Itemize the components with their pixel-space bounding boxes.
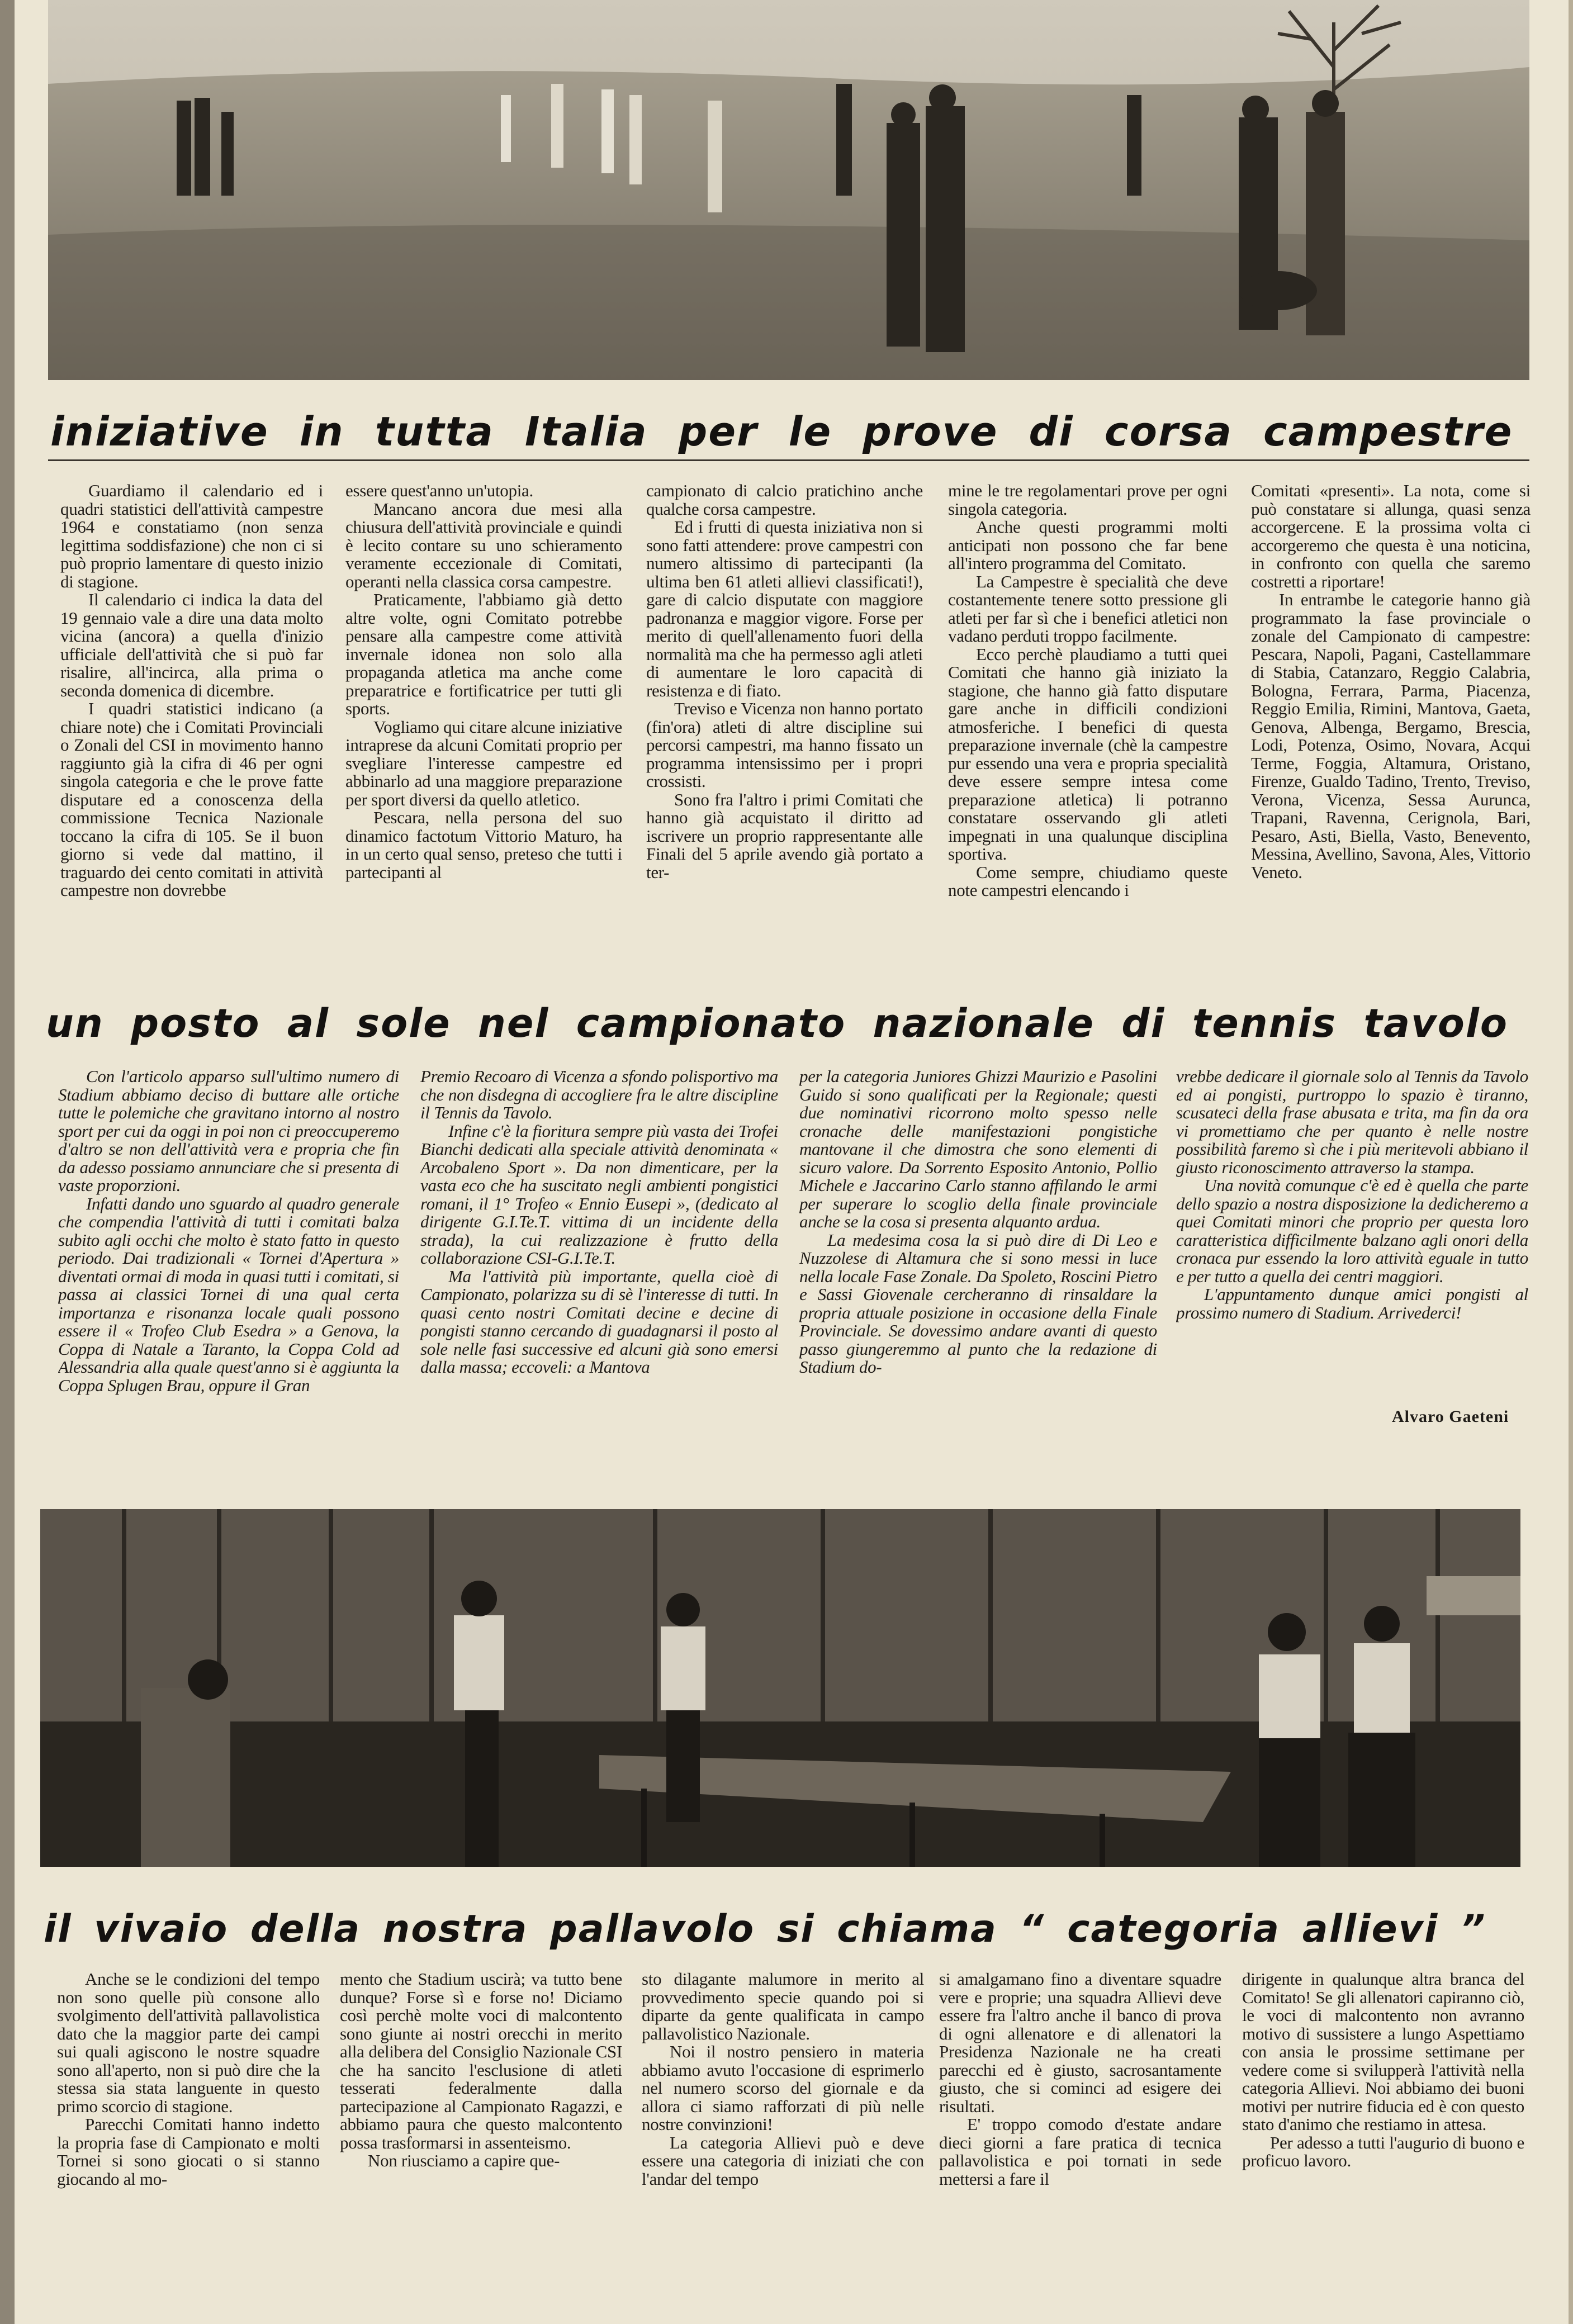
cross-country-photo	[48, 0, 1529, 380]
paragraph: vrebbe dedicare il giornale solo al Tennis da Tavolo ed ai pongisti, purtroppo lo spazio è tiranno, scusateci della frase abusata e trita, ma fin da ora vi promettiamo che per quanto è nelle nostre possibilità faremo sì che i più meritevoli abbiano il giusto riconoscimento attraverso la stampa.	[1176, 1068, 1528, 1177]
paragraph: Il calendario ci indica la data del 19 gennaio vale a dire una data molto vicina (ancora) a quella d'inizio ufficiale dell'attività che si può far risalire, all'incirca, alla prima o seconda domenica di dicembre.	[60, 590, 323, 700]
campestre-column-5	[1251, 482, 1531, 923]
paragraph: mento che Stadium uscirà; va tutto bene dunque? Forse sì e forse no! Diciamo così perchè molte voci di malcontento sono giunte ai nostri orecchi in merito alla delibera del Consiglio Nazionale CSI che ha sancito l'esclusione di atleti tesserati federalmente dalla partecipazione al Campionato Ragazzi, e abbiamo paura che questo malcontento possa trasformarsi in assenteismo.	[340, 1970, 622, 2152]
campestre-column-3	[646, 482, 923, 923]
tennis-column-3	[799, 1068, 1157, 1414]
tennis-column-2	[420, 1068, 778, 1414]
paragraph: L'appuntamento dunque amici pongisti al prossimo numero di Stadium. Arrivederci!	[1176, 1284, 1528, 1322]
paragraph: Sono fra l'altro i primi Comitati che hanno già acquistato il diritto ad iscrivere un proprio rappresentante alle Finali del 5 aprile avendo già portato a ter-	[646, 789, 923, 882]
paragraph: Una novità comunque c'è ed è quella che parte dello spazio a nostra disposizione la dedicheremo a quei Comitati minori che proprio per questa loro caratteristica difficilmente balzano agli onori della cronaca pur essendo la loro attività eguale in tutto e per tutto a quella dei centri maggiori.	[1176, 1175, 1528, 1286]
headline-pallavolo-allievi: il vivaio della nostra pallavolo si chiama “ categoria allievi ”	[44, 1907, 1486, 1951]
paragraph: essere quest'anno un'utopia.	[345, 482, 533, 500]
campestre-column-1	[60, 482, 323, 923]
paragraph: mine le tre regolamentari prove per ogni singola categoria.	[948, 482, 1228, 519]
paragraph: Vogliamo qui citare alcune iniziative intraprese da alcuni Comitati proprio per svegliare l'interesse campestre ed abbinarlo ad una maggiore preparazione per sport diversi da quello atletico.	[345, 717, 622, 809]
table-tennis-photo	[40, 1509, 1520, 1867]
paragraph: Come sempre, chiudiamo queste note campestri elencando i	[948, 862, 1228, 900]
paragraph: Ecco perchè plaudiamo a tutti quei Comitati che hanno già iniziato la stagione, che hanno già fatto disputare gare anche in difficili condizioni atmosferiche. I benefici di questa preparazione invernale (chè la campestre pur essendo una vera e propria specialità deve essere sempre intesa come preparazione atletica) li potranno constatare osservando gli atleti impegnati in una qualunque disciplina sportiva.	[948, 644, 1228, 864]
pallavolo-column-4	[939, 1970, 1221, 2289]
headline-tennis-tavolo: un posto al sole nel campionato nazionale di tennis tavolo	[46, 1000, 1508, 1046]
paragraph: Anche questi programmi molti anticipati non possono che far bene all'intero programma del Comitato.	[948, 517, 1228, 573]
tennis-column-1	[58, 1068, 399, 1414]
campestre-column-2	[345, 482, 622, 923]
paragraph: Praticamente, l'abbiamo già detto altre volte, ogni Comitato potrebbe pensare alla campestre come attività invernale idonea non solo alla propaganda atletica ma anche come preparatrice e fortificatrice per tutti gli sports.	[345, 590, 622, 718]
paragraph: E' troppo comodo d'estate andare dieci giorni a fare pratica di tecnica pallavolistica e poi tornati in sede mettersi a fare il	[939, 2114, 1221, 2189]
paragraph: Premio Recoaro di Vicenza a sfondo polisportivo ma che non disdegna di accogliere fra le altre discipline il Tennis da Tavolo.	[420, 1068, 778, 1122]
author-byline: Alvaro Gaeteni	[1392, 1407, 1509, 1426]
paragraph: Treviso e Vicenza non hanno portato (fin'ora) atleti di altre discipline sui percorsi campestri, ma hanno fissato un programma intensissimo per i propri crossisti.	[646, 699, 923, 791]
paragraph: I quadri statistici indicano (a chiare note) che i Comitati Provinciali o Zonali del CSI in movimento hanno raggiunto già la cifra di 46 per ogni singola categoria e che le prove fatte disputare ed a conoscenza della commissione Tecnica Nazionale toccano la cifra di 105. Se il buon giorno si vede dal mattino, il traguardo dei cento comitati in attività campestre non dovrebbe	[60, 699, 323, 900]
paragraph: si amalgamano fino a diventare squadre vere e proprie; una squadra Allievi deve essere fra l'altro anche il banco di prova di ogni allenatore e di allenatori la Presidenza Nazionale ne ha creati parecchi ed è giusto, sacrosantamente giusto, che si cominci ad esigere dei risultati.	[939, 1970, 1221, 2116]
paragraph: campionato di calcio pratichino anche qualche corsa campestre.	[646, 482, 923, 519]
page-right-edge	[1569, 0, 1573, 2324]
paragraph: Infatti dando uno sguardo al quadro generale che compendia l'attività di tutti i comitati balza subito agli occhi che molto è stato fatto in questo periodo. Dai tradizionali « Tornei d'Apertura » diventati ormai di moda in quasi tutti i comitati, si passa ai classici Tornei di una qual certa importanza e risonanza locale quali possono essere il « Trofeo Club Esedra » a Genova, la Coppa di Natale a Taranto, la Coppa Cold ad Alessandria alla quale quest'anno si è aggiunta la Coppa Splugen Brau, oppure il Gran	[58, 1193, 399, 1395]
pallavolo-column-1	[57, 1970, 320, 2289]
pallavolo-column-5	[1242, 1970, 1524, 2289]
paragraph: Pescara, nella persona del suo dinamico factotum Vittorio Maturo, ha in un certo qual senso, preteso che tutti i partecipanti al	[345, 808, 622, 882]
paragraph: Con l'articolo apparso sull'ultimo numero di Stadium abbiamo deciso di buttare alle ortiche tutte le polemiche che gravitano intorno al nostro sport per cui da oggi in poi non ci preoccuperemo d'altro se non dell'attività vera e propria che fin da adesso possiamo annunciare che si presenta di vaste proporzioni.	[58, 1068, 399, 1195]
paragraph: La categoria Allievi può e deve essere una categoria di iniziati che con l'andar del tempo	[642, 2132, 924, 2189]
paragraph: Ed i frutti di questa iniziativa non si sono fatti attendere: prove campestri con numero altissimo di partecipanti (la ultima ben 61 atleti allievi classificati!), gare di calcio disputate con maggiore padronanza e maggior vigore. Forse per merito di quell'allenamento fuori della normalità ma che ha permesso agli atleti di aumentare le loro capacità di resistenza e di fiato.	[646, 517, 923, 700]
pallavolo-column-3	[642, 1970, 924, 2289]
paragraph: Per adesso a tutti l'augurio di buono e proficuo lavoro.	[1242, 2132, 1524, 2170]
tennis-column-4	[1176, 1068, 1528, 1392]
campestre-column-4	[948, 482, 1228, 923]
paragraph: Anche se le condizioni del tempo non sono quelle più consone allo svolgimento dell'attività pallavolistica dato che la maggior parte dei campi sui quali agiscono le nostre squadre sono all'aperto, non si può dire che la stessa sia stata languente in questo primo scorcio di stagione.	[57, 1970, 320, 2116]
paragraph: La Campestre è specialità che deve costantemente tenere sotto pressione gli atleti per far sì che i benefici atletici non vadano perduti troppo facilmente.	[948, 571, 1228, 646]
paragraph: Ma l'attività più importante, quella cioè di Campionato, polarizza su di sè l'interesse di tutti. In quasi cento nostri Comitati decine e decine di pongisti stanno cercando di guadagnarsi il posto al sole nelle fasi successive ed alcuni già sono emersi dalla massa; eccoveli: a Mantova	[420, 1266, 778, 1377]
paragraph: Parecchi Comitati hanno indetto la propria fase di Campionato e molti Tornei si sono giocati o si stanno giocando al mo-	[57, 2114, 320, 2189]
paragraph: Noi il nostro pensiero in materia abbiamo avuto l'occasione di esprimerlo nel numero scorso del giornale e da allora ci siamo rafforzati di più nelle nostre convinzioni!	[642, 2042, 924, 2134]
paragraph: Comitati «presenti». La nota, come si può constatare si allunga, quasi senza accorgercene. E la prossima volta ci accorgeremo che questa è una noticina, in confronto con quella che saremo costretti a riportare!	[1251, 482, 1531, 591]
paragraph: dirigente in qualunque altra branca del Comitato! Se gli allenatori capiranno ciò, le voci di malcontento non avranno motivo di sussistere a lungo Aspettiamo con ansia le prossime settimane per vedere come si svilupperà l'attività nella categoria Allievi. Noi abbiamo dei buoni motivi per nutrire fiducia ed è con questo stato d'animo che restiamo in attesa.	[1242, 1970, 1524, 2134]
paragraph: per la categoria Juniores Ghizzi Maurizio e Pasolini Guido si sono qualificati per la Regionale; questi due nominativi ricorrono molto spesso nelle cronache delle manifestazioni pongistiche mantovane il che dimostra che sono elementi di sicuro valore. Da Sorrento Esposito Antonio, Pollio Michele e Jaccarino Carlo stanno affilando le armi per superare lo scoglio della finale provinciale anche se la cosa si presenta alquanto ardua.	[799, 1068, 1157, 1231]
paragraph: In entrambe le categorie hanno già programmato la fase provinciale o zonale del Campionato di campestre: Pescara, Napoli, Pagani, Castellammare di Stabia, Catanzaro, Reggio Calabria, Bologna, Ferrara, Parma, Piacenza, Reggio Emilia, Rimini, Mantova, Gaeta, Genova, Albenga, Bergamo, Brescia, Lodi, Potenza, Osimo, Novara, Acqui Terme, Foggia, Altamura, Oristano, Firenze, Gualdo Tadino, Trento, Treviso, Verona, Vicenza, Sessa Aurunca, Trapani, Ravenna, Cerignola, Bari, Pesaro, Asti, Biella, Vasto, Benevento, Messina, Avellino, Savona, Ales, Vittorio Veneto.	[1251, 590, 1531, 882]
paragraph: sto dilagante malumore in merito al provvedimento specie quando poi si diparte da gente qualificata in campo pallavolistico Nazionale.	[642, 1970, 924, 2043]
paragraph: Infine c'è la fioritura sempre più vasta dei Trofei Bianchi dedicati alla speciale attività denominata « Arcobaleno Sport ». Da non dimenticare, per la vasta eco che ha suscitato negli ambienti pongistici romani, il 1° Trofeo « Ennio Eusepi », (dedicato al dirigente G.I.Te.T. vittima di un incidente della strada), la cui realizzazione è frutto della collaborazione CSI-G.I.Te.T.	[420, 1121, 778, 1268]
headline-corsa-campestre: iniziative in tutta Italia per le prove di corsa campestre	[50, 408, 1513, 455]
paragraph: La medesima cosa la si può dire di Di Leo e Nuzzolese di Altamura che si sono messi in luce nella locale Fase Zonale. Da Spoleto, Roscini Pietro e Sassi Giovenale cercheranno di rinsaldare la propria attuale posizione in occasione della Finale Provinciale. Se dovessimo andare avanti di questo passo giungeremmo al punto che la redazione di Stadium do-	[799, 1230, 1157, 1377]
headline-underline	[48, 459, 1529, 461]
paragraph: Guardiamo il calendario ed i quadri statistici dell'attività campestre 1964 e constatiamo (non senza legittima soddisfazione) che non ci si può proprio lamentare di questo inizio di stagione.	[60, 482, 323, 591]
paragraph: Mancano ancora due mesi alla chiusura dell'attività provinciale e quindi è lecito contare su uno schieramento veramente eccezionale di Comitati, operanti nella classica corsa campestre.	[345, 499, 622, 591]
page-binding-edge	[0, 0, 15, 2324]
paragraph: Non riusciamo a capire que-	[368, 2151, 560, 2170]
pallavolo-column-2	[340, 1970, 622, 2289]
